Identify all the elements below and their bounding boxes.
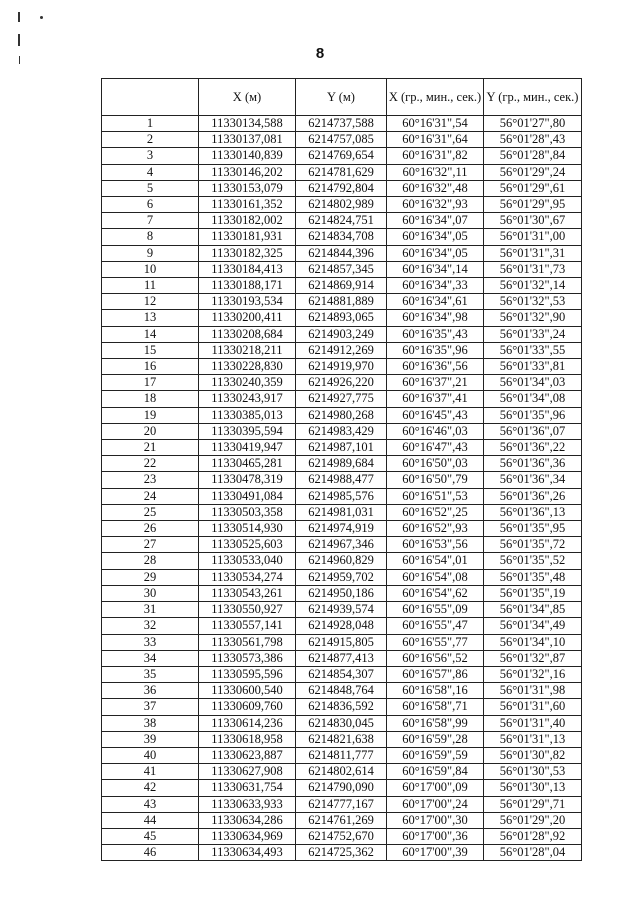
table-row bbox=[102, 310, 582, 326]
y-meters-cell: 6214974,919 bbox=[296, 521, 387, 537]
y-meters-cell: 6214988,477 bbox=[296, 472, 387, 488]
table-row bbox=[102, 731, 582, 747]
x-meters-cell: 11330240,359 bbox=[199, 375, 296, 391]
y-meters-cell: 6214881,889 bbox=[296, 294, 387, 310]
y-meters-cell: 6214981,031 bbox=[296, 504, 387, 520]
x-meters-cell: 11330218,211 bbox=[199, 342, 296, 358]
x-meters-cell: 11330146,202 bbox=[199, 164, 296, 180]
table-header-row bbox=[102, 79, 582, 116]
table-row bbox=[102, 683, 582, 699]
point-number-cell: 28 bbox=[102, 553, 199, 569]
y-meters-cell: 6214987,101 bbox=[296, 440, 387, 456]
y-meters-cell: 6214790,090 bbox=[296, 780, 387, 796]
x-meters-cell: 11330161,352 bbox=[199, 197, 296, 213]
x-meters-cell: 11330634,493 bbox=[199, 845, 296, 861]
table-row bbox=[102, 423, 582, 439]
y-dms-cell: 56°01'32",16 bbox=[484, 666, 582, 682]
x-meters-cell: 11330600,540 bbox=[199, 683, 296, 699]
x-meters-cell: 11330525,603 bbox=[199, 537, 296, 553]
y-meters-cell: 6214967,346 bbox=[296, 537, 387, 553]
y-dms-cell: 56°01'30",13 bbox=[484, 780, 582, 796]
y-meters-cell: 6214959,702 bbox=[296, 569, 387, 585]
point-number-cell: 8 bbox=[102, 229, 199, 245]
table-row bbox=[102, 812, 582, 828]
x-meters-cell: 11330514,930 bbox=[199, 521, 296, 537]
table-row bbox=[102, 618, 582, 634]
x-dms-cell: 60°16'55",09 bbox=[387, 602, 484, 618]
y-meters-cell: 6214761,269 bbox=[296, 812, 387, 828]
y-meters-cell: 6214725,362 bbox=[296, 845, 387, 861]
x-meters-cell: 11330140,839 bbox=[199, 148, 296, 164]
table-row bbox=[102, 326, 582, 342]
x-dms-cell: 60°16'58",71 bbox=[387, 699, 484, 715]
table-row bbox=[102, 245, 582, 261]
point-number-cell: 27 bbox=[102, 537, 199, 553]
y-dms-cell: 56°01'32",53 bbox=[484, 294, 582, 310]
scan-mark bbox=[40, 16, 43, 19]
table-row bbox=[102, 375, 582, 391]
point-number-cell: 46 bbox=[102, 845, 199, 861]
y-dms-cell: 56°01'32",90 bbox=[484, 310, 582, 326]
y-meters-cell: 6214769,654 bbox=[296, 148, 387, 164]
point-number-cell: 9 bbox=[102, 245, 199, 261]
x-meters-cell: 11330228,830 bbox=[199, 359, 296, 375]
x-meters-cell: 11330557,141 bbox=[199, 618, 296, 634]
x-meters-cell: 11330634,969 bbox=[199, 828, 296, 844]
y-dms-cell: 56°01'29",95 bbox=[484, 197, 582, 213]
header-x-dms: X (гр., мин., сек.) bbox=[387, 79, 484, 116]
point-number-cell: 35 bbox=[102, 666, 199, 682]
y-meters-cell: 6214912,269 bbox=[296, 342, 387, 358]
point-number-cell: 16 bbox=[102, 359, 199, 375]
y-dms-cell: 56°01'34",85 bbox=[484, 602, 582, 618]
point-number-cell: 41 bbox=[102, 764, 199, 780]
table-row bbox=[102, 715, 582, 731]
y-meters-cell: 6214802,614 bbox=[296, 764, 387, 780]
y-meters-cell: 6214737,588 bbox=[296, 116, 387, 132]
table-row bbox=[102, 537, 582, 553]
table-row bbox=[102, 650, 582, 666]
x-meters-cell: 11330188,171 bbox=[199, 278, 296, 294]
y-meters-cell: 6214983,429 bbox=[296, 423, 387, 439]
y-dms-cell: 56°01'33",55 bbox=[484, 342, 582, 358]
point-number-cell: 34 bbox=[102, 650, 199, 666]
x-dms-cell: 60°16'50",79 bbox=[387, 472, 484, 488]
y-dms-cell: 56°01'35",95 bbox=[484, 521, 582, 537]
point-number-cell: 10 bbox=[102, 261, 199, 277]
x-meters-cell: 11330550,927 bbox=[199, 602, 296, 618]
point-number-cell: 37 bbox=[102, 699, 199, 715]
point-number-cell: 24 bbox=[102, 488, 199, 504]
y-dms-cell: 56°01'31",40 bbox=[484, 715, 582, 731]
x-dms-cell: 60°16'52",93 bbox=[387, 521, 484, 537]
y-dms-cell: 56°01'29",20 bbox=[484, 812, 582, 828]
table-row bbox=[102, 634, 582, 650]
x-dms-cell: 60°16'37",21 bbox=[387, 375, 484, 391]
y-dms-cell: 56°01'34",08 bbox=[484, 391, 582, 407]
y-meters-cell: 6214757,085 bbox=[296, 132, 387, 148]
y-meters-cell: 6214939,574 bbox=[296, 602, 387, 618]
x-meters-cell: 11330137,081 bbox=[199, 132, 296, 148]
x-meters-cell: 11330182,002 bbox=[199, 213, 296, 229]
table-row bbox=[102, 261, 582, 277]
x-meters-cell: 11330623,887 bbox=[199, 747, 296, 763]
point-number-cell: 32 bbox=[102, 618, 199, 634]
x-dms-cell: 60°16'34",05 bbox=[387, 229, 484, 245]
point-number-cell: 30 bbox=[102, 585, 199, 601]
y-dms-cell: 56°01'36",13 bbox=[484, 504, 582, 520]
x-dms-cell: 60°17'00",36 bbox=[387, 828, 484, 844]
x-dms-cell: 60°16'37",41 bbox=[387, 391, 484, 407]
x-meters-cell: 11330243,917 bbox=[199, 391, 296, 407]
x-meters-cell: 11330634,286 bbox=[199, 812, 296, 828]
x-dms-cell: 60°16'50",03 bbox=[387, 456, 484, 472]
table-row bbox=[102, 213, 582, 229]
y-dms-cell: 56°01'29",24 bbox=[484, 164, 582, 180]
y-dms-cell: 56°01'31",00 bbox=[484, 229, 582, 245]
table-row bbox=[102, 780, 582, 796]
y-dms-cell: 56°01'31",13 bbox=[484, 731, 582, 747]
x-dms-cell: 60°16'51",53 bbox=[387, 488, 484, 504]
x-meters-cell: 11330534,274 bbox=[199, 569, 296, 585]
y-meters-cell: 6214792,804 bbox=[296, 180, 387, 196]
page-number: 8 bbox=[315, 45, 325, 62]
x-meters-cell: 11330627,908 bbox=[199, 764, 296, 780]
table-row bbox=[102, 553, 582, 569]
y-meters-cell: 6214802,989 bbox=[296, 197, 387, 213]
point-number-cell: 43 bbox=[102, 796, 199, 812]
point-number-cell: 4 bbox=[102, 164, 199, 180]
point-number-cell: 40 bbox=[102, 747, 199, 763]
point-number-cell: 12 bbox=[102, 294, 199, 310]
y-meters-cell: 6214777,167 bbox=[296, 796, 387, 812]
y-meters-cell: 6214903,249 bbox=[296, 326, 387, 342]
point-number-cell: 36 bbox=[102, 683, 199, 699]
point-number-cell: 21 bbox=[102, 440, 199, 456]
x-meters-cell: 11330595,596 bbox=[199, 666, 296, 682]
table-row bbox=[102, 132, 582, 148]
y-dms-cell: 56°01'35",19 bbox=[484, 585, 582, 601]
x-meters-cell: 11330631,754 bbox=[199, 780, 296, 796]
table-row bbox=[102, 164, 582, 180]
y-meters-cell: 6214781,629 bbox=[296, 164, 387, 180]
x-dms-cell: 60°16'34",14 bbox=[387, 261, 484, 277]
point-number-cell: 15 bbox=[102, 342, 199, 358]
y-dms-cell: 56°01'34",49 bbox=[484, 618, 582, 634]
x-dms-cell: 60°16'32",11 bbox=[387, 164, 484, 180]
y-dms-cell: 56°01'31",98 bbox=[484, 683, 582, 699]
x-dms-cell: 60°16'59",84 bbox=[387, 764, 484, 780]
x-meters-cell: 11330385,013 bbox=[199, 407, 296, 423]
x-dms-cell: 60°16'55",47 bbox=[387, 618, 484, 634]
x-dms-cell: 60°16'54",62 bbox=[387, 585, 484, 601]
point-number-cell: 14 bbox=[102, 326, 199, 342]
x-dms-cell: 60°16'53",56 bbox=[387, 537, 484, 553]
point-number-cell: 23 bbox=[102, 472, 199, 488]
y-dms-cell: 56°01'34",03 bbox=[484, 375, 582, 391]
table-row bbox=[102, 845, 582, 861]
header-y-dms: Y (гр., мин., сек.) bbox=[484, 79, 582, 116]
table-row bbox=[102, 699, 582, 715]
x-meters-cell: 11330491,084 bbox=[199, 488, 296, 504]
y-dms-cell: 56°01'35",52 bbox=[484, 553, 582, 569]
y-meters-cell: 6214989,684 bbox=[296, 456, 387, 472]
x-dms-cell: 60°16'34",33 bbox=[387, 278, 484, 294]
y-dms-cell: 56°01'31",31 bbox=[484, 245, 582, 261]
x-dms-cell: 60°16'59",28 bbox=[387, 731, 484, 747]
point-number-cell: 11 bbox=[102, 278, 199, 294]
y-dms-cell: 56°01'32",14 bbox=[484, 278, 582, 294]
x-meters-cell: 11330561,798 bbox=[199, 634, 296, 650]
y-dms-cell: 56°01'27",80 bbox=[484, 116, 582, 132]
table-row bbox=[102, 294, 582, 310]
y-meters-cell: 6214915,805 bbox=[296, 634, 387, 650]
point-number-cell: 31 bbox=[102, 602, 199, 618]
table-row bbox=[102, 440, 582, 456]
header-x-meters: X (м) bbox=[199, 79, 296, 116]
x-dms-cell: 60°16'35",43 bbox=[387, 326, 484, 342]
y-dms-cell: 56°01'33",81 bbox=[484, 359, 582, 375]
x-dms-cell: 60°16'31",54 bbox=[387, 116, 484, 132]
point-number-cell: 25 bbox=[102, 504, 199, 520]
table-row bbox=[102, 585, 582, 601]
header-y-meters: Y (м) bbox=[296, 79, 387, 116]
y-dms-cell: 56°01'28",43 bbox=[484, 132, 582, 148]
point-number-cell: 6 bbox=[102, 197, 199, 213]
x-meters-cell: 11330533,040 bbox=[199, 553, 296, 569]
x-dms-cell: 60°16'31",64 bbox=[387, 132, 484, 148]
y-dms-cell: 56°01'36",07 bbox=[484, 423, 582, 439]
table-row bbox=[102, 747, 582, 763]
point-number-cell: 13 bbox=[102, 310, 199, 326]
x-meters-cell: 11330184,413 bbox=[199, 261, 296, 277]
point-number-cell: 18 bbox=[102, 391, 199, 407]
x-meters-cell: 11330618,958 bbox=[199, 731, 296, 747]
table-row bbox=[102, 359, 582, 375]
y-meters-cell: 6214926,220 bbox=[296, 375, 387, 391]
x-meters-cell: 11330614,236 bbox=[199, 715, 296, 731]
x-meters-cell: 11330419,947 bbox=[199, 440, 296, 456]
y-dms-cell: 56°01'30",67 bbox=[484, 213, 582, 229]
y-dms-cell: 56°01'35",48 bbox=[484, 569, 582, 585]
table-row bbox=[102, 407, 582, 423]
point-number-cell: 2 bbox=[102, 132, 199, 148]
table-row bbox=[102, 278, 582, 294]
table-row bbox=[102, 828, 582, 844]
table-row bbox=[102, 116, 582, 132]
x-meters-cell: 11330503,358 bbox=[199, 504, 296, 520]
table-row bbox=[102, 180, 582, 196]
y-dms-cell: 56°01'32",87 bbox=[484, 650, 582, 666]
point-number-cell: 22 bbox=[102, 456, 199, 472]
y-dms-cell: 56°01'28",84 bbox=[484, 148, 582, 164]
x-dms-cell: 60°16'45",43 bbox=[387, 407, 484, 423]
x-dms-cell: 60°16'36",56 bbox=[387, 359, 484, 375]
y-meters-cell: 6214960,829 bbox=[296, 553, 387, 569]
y-meters-cell: 6214985,576 bbox=[296, 488, 387, 504]
table-row bbox=[102, 472, 582, 488]
header-point-number bbox=[102, 79, 199, 116]
y-meters-cell: 6214752,670 bbox=[296, 828, 387, 844]
table-row bbox=[102, 488, 582, 504]
x-dms-cell: 60°16'57",86 bbox=[387, 666, 484, 682]
table-row bbox=[102, 148, 582, 164]
table-row bbox=[102, 796, 582, 812]
point-number-cell: 33 bbox=[102, 634, 199, 650]
point-number-cell: 42 bbox=[102, 780, 199, 796]
point-number-cell: 5 bbox=[102, 180, 199, 196]
point-number-cell: 3 bbox=[102, 148, 199, 164]
y-meters-cell: 6214950,186 bbox=[296, 585, 387, 601]
point-number-cell: 29 bbox=[102, 569, 199, 585]
x-meters-cell: 11330478,319 bbox=[199, 472, 296, 488]
point-number-cell: 7 bbox=[102, 213, 199, 229]
x-meters-cell: 11330153,079 bbox=[199, 180, 296, 196]
x-meters-cell: 11330465,281 bbox=[199, 456, 296, 472]
y-dms-cell: 56°01'31",60 bbox=[484, 699, 582, 715]
table-row bbox=[102, 521, 582, 537]
point-number-cell: 45 bbox=[102, 828, 199, 844]
x-meters-cell: 11330395,594 bbox=[199, 423, 296, 439]
table-row bbox=[102, 602, 582, 618]
point-number-cell: 44 bbox=[102, 812, 199, 828]
x-meters-cell: 11330193,534 bbox=[199, 294, 296, 310]
x-dms-cell: 60°16'32",93 bbox=[387, 197, 484, 213]
point-number-cell: 1 bbox=[102, 116, 199, 132]
x-meters-cell: 11330543,261 bbox=[199, 585, 296, 601]
y-meters-cell: 6214857,345 bbox=[296, 261, 387, 277]
x-dms-cell: 60°16'34",07 bbox=[387, 213, 484, 229]
table-row bbox=[102, 504, 582, 520]
y-dms-cell: 56°01'36",26 bbox=[484, 488, 582, 504]
x-dms-cell: 60°16'31",82 bbox=[387, 148, 484, 164]
table-row bbox=[102, 391, 582, 407]
y-meters-cell: 6214919,970 bbox=[296, 359, 387, 375]
point-number-cell: 20 bbox=[102, 423, 199, 439]
y-meters-cell: 6214893,065 bbox=[296, 310, 387, 326]
table-body bbox=[102, 116, 582, 861]
coordinates-table bbox=[101, 78, 582, 861]
x-dms-cell: 60°16'32",48 bbox=[387, 180, 484, 196]
x-dms-cell: 60°16'54",01 bbox=[387, 553, 484, 569]
table-row bbox=[102, 342, 582, 358]
point-number-cell: 38 bbox=[102, 715, 199, 731]
y-dms-cell: 56°01'31",73 bbox=[484, 261, 582, 277]
table-row bbox=[102, 764, 582, 780]
y-meters-cell: 6214836,592 bbox=[296, 699, 387, 715]
x-dms-cell: 60°16'34",61 bbox=[387, 294, 484, 310]
y-dms-cell: 56°01'30",82 bbox=[484, 747, 582, 763]
x-meters-cell: 11330200,411 bbox=[199, 310, 296, 326]
table-row bbox=[102, 456, 582, 472]
table-row bbox=[102, 666, 582, 682]
x-dms-cell: 60°16'47",43 bbox=[387, 440, 484, 456]
x-dms-cell: 60°17'00",39 bbox=[387, 845, 484, 861]
x-dms-cell: 60°16'34",98 bbox=[387, 310, 484, 326]
x-dms-cell: 60°16'58",99 bbox=[387, 715, 484, 731]
y-meters-cell: 6214811,777 bbox=[296, 747, 387, 763]
y-dms-cell: 56°01'29",61 bbox=[484, 180, 582, 196]
y-dms-cell: 56°01'30",53 bbox=[484, 764, 582, 780]
y-meters-cell: 6214854,307 bbox=[296, 666, 387, 682]
point-number-cell: 17 bbox=[102, 375, 199, 391]
x-dms-cell: 60°16'46",03 bbox=[387, 423, 484, 439]
x-dms-cell: 60°16'54",08 bbox=[387, 569, 484, 585]
x-dms-cell: 60°16'59",59 bbox=[387, 747, 484, 763]
y-meters-cell: 6214928,048 bbox=[296, 618, 387, 634]
y-meters-cell: 6214844,396 bbox=[296, 245, 387, 261]
y-meters-cell: 6214848,764 bbox=[296, 683, 387, 699]
y-meters-cell: 6214824,751 bbox=[296, 213, 387, 229]
y-dms-cell: 56°01'35",96 bbox=[484, 407, 582, 423]
x-dms-cell: 60°17'00",24 bbox=[387, 796, 484, 812]
x-dms-cell: 60°16'56",52 bbox=[387, 650, 484, 666]
y-dms-cell: 56°01'29",71 bbox=[484, 796, 582, 812]
x-dms-cell: 60°17'00",30 bbox=[387, 812, 484, 828]
y-meters-cell: 6214821,638 bbox=[296, 731, 387, 747]
x-meters-cell: 11330208,684 bbox=[199, 326, 296, 342]
x-dms-cell: 60°16'35",96 bbox=[387, 342, 484, 358]
point-number-cell: 39 bbox=[102, 731, 199, 747]
point-number-cell: 19 bbox=[102, 407, 199, 423]
y-dms-cell: 56°01'28",04 bbox=[484, 845, 582, 861]
y-dms-cell: 56°01'35",72 bbox=[484, 537, 582, 553]
x-meters-cell: 11330181,931 bbox=[199, 229, 296, 245]
x-meters-cell: 11330609,760 bbox=[199, 699, 296, 715]
y-dms-cell: 56°01'28",92 bbox=[484, 828, 582, 844]
point-number-cell: 26 bbox=[102, 521, 199, 537]
y-dms-cell: 56°01'36",36 bbox=[484, 456, 582, 472]
table-row bbox=[102, 569, 582, 585]
y-meters-cell: 6214980,268 bbox=[296, 407, 387, 423]
y-meters-cell: 6214830,045 bbox=[296, 715, 387, 731]
x-meters-cell: 11330182,325 bbox=[199, 245, 296, 261]
x-meters-cell: 11330633,933 bbox=[199, 796, 296, 812]
x-dms-cell: 60°16'58",16 bbox=[387, 683, 484, 699]
y-dms-cell: 56°01'33",24 bbox=[484, 326, 582, 342]
table-row bbox=[102, 229, 582, 245]
x-meters-cell: 11330573,386 bbox=[199, 650, 296, 666]
x-dms-cell: 60°16'52",25 bbox=[387, 504, 484, 520]
y-meters-cell: 6214869,914 bbox=[296, 278, 387, 294]
y-dms-cell: 56°01'34",10 bbox=[484, 634, 582, 650]
y-dms-cell: 56°01'36",34 bbox=[484, 472, 582, 488]
x-meters-cell: 11330134,588 bbox=[199, 116, 296, 132]
table-row bbox=[102, 197, 582, 213]
x-dms-cell: 60°17'00",09 bbox=[387, 780, 484, 796]
y-meters-cell: 6214877,413 bbox=[296, 650, 387, 666]
x-dms-cell: 60°16'34",05 bbox=[387, 245, 484, 261]
y-meters-cell: 6214834,708 bbox=[296, 229, 387, 245]
y-meters-cell: 6214927,775 bbox=[296, 391, 387, 407]
scan-mark bbox=[18, 12, 20, 22]
y-dms-cell: 56°01'36",22 bbox=[484, 440, 582, 456]
x-dms-cell: 60°16'55",77 bbox=[387, 634, 484, 650]
